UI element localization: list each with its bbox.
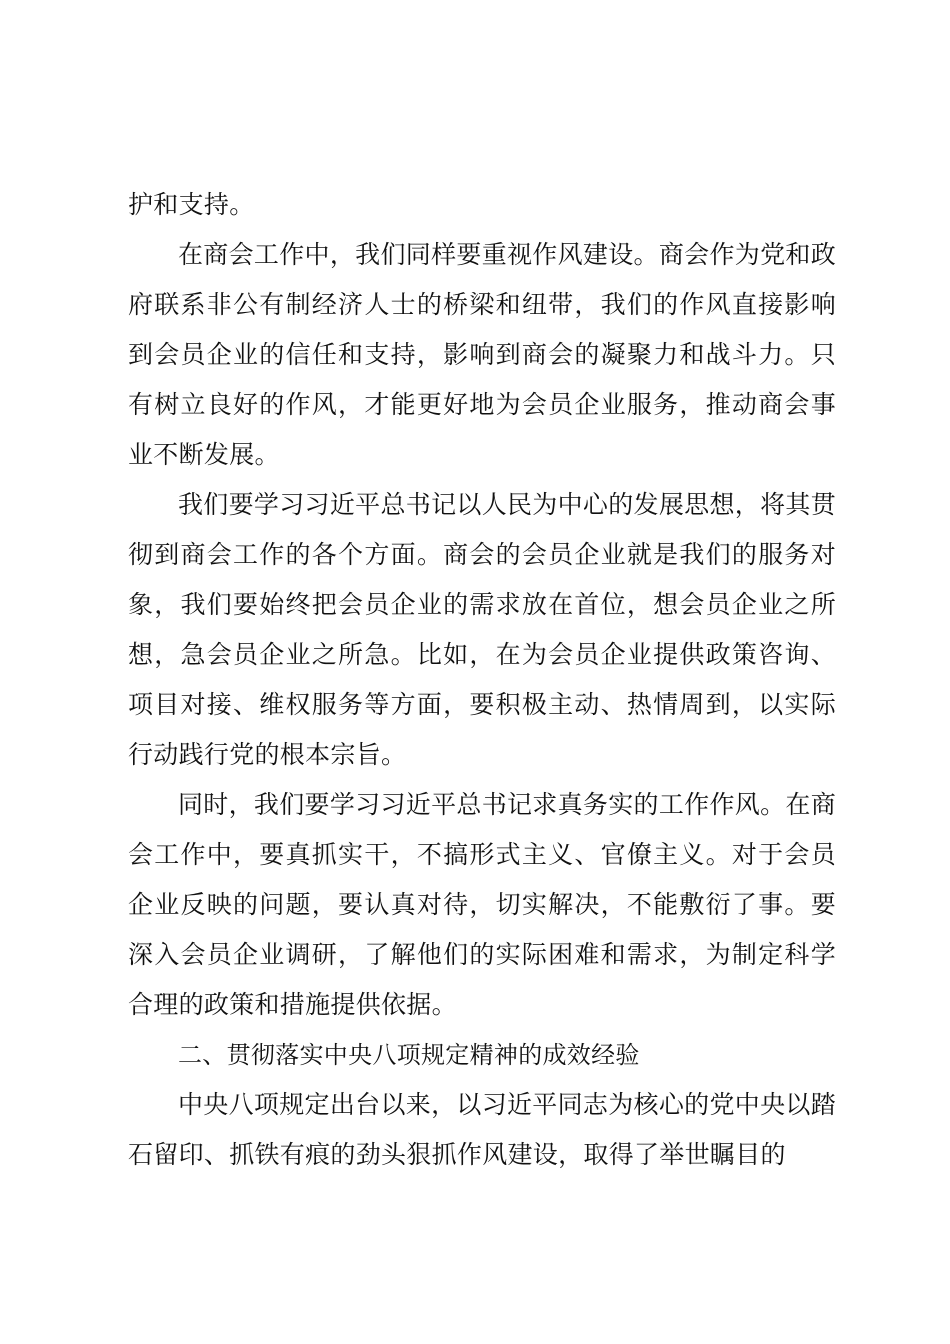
paragraph-eight-rules: 中央八项规定出台以来，以习近平同志为核心的党中央以踏石留印、抓铁有痕的劲头狠抓作风建设，取得了举世瞩目的 <box>128 1090 836 1169</box>
paragraph-style-construction: 在商会工作中，我们同样要重视作风建设。商会作为党和政府联系非公有制经济人士的桥梁和纽带，我们的作风直接影响到会员企业的信任和支持，影响到商会的凝聚力和战斗力。只有树立良好的作风，才能更好地为会员企业服务，推动商会事业不断发展。 <box>128 240 836 469</box>
section-heading: 二、贯彻落实中央八项规定精神的成效经验 <box>178 1041 640 1069</box>
paragraph-continuation: 护和支持。 <box>128 190 255 219</box>
paragraph-pragmatic-style: 同时，我们要学习习近平总书记求真务实的工作作风。在商会工作中，要真抓实干，不搞形式主义、官僚主义。对于会员企业反映的问题，要认真对待，切实解决，不能敷衍了事。要深入会员企业调研，了解他们的实际困难和需求，为制定科学合理的政策和措施提供依据。 <box>128 790 836 1019</box>
paragraph-people-centered: 我们要学习习近平总书记以人民为中心的发展思想，将其贯彻到商会工作的各个方面。商会的会员企业就是我们的服务对象，我们要始终把会员企业的需求放在首位，想会员企业之所想，急会员企业之所急。比如，在为会员企业提供政策咨询、项目对接、维权服务等方面，要积极主动、热情周到，以实际行动践行党的根本宗旨。 <box>128 490 836 769</box>
document-body <box>128 180 836 1180</box>
